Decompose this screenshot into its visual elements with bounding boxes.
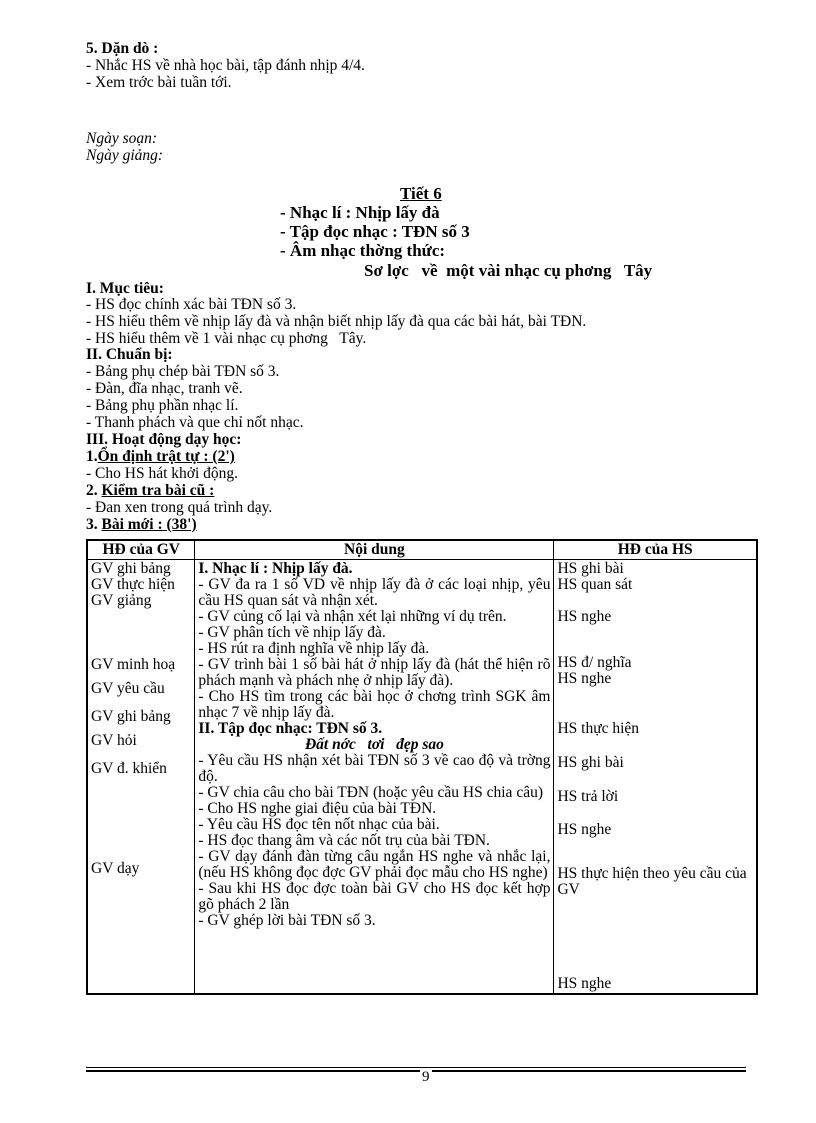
table-header-row — [87, 540, 757, 560]
content-item: - GV củng cố lại và nhận xét lại những ví dụ trên. — [198, 608, 507, 625]
content-item: - Cho HS nghe giai điệu của bài TĐN. — [198, 800, 437, 817]
content-item: - Yêu cầu HS đọc tên nốt nhạc của bài. — [198, 816, 440, 833]
gv-action: GV yêu cầu — [91, 680, 165, 697]
list-item: - Thanh phách và que chỉ nốt nhạc. — [86, 414, 304, 431]
content-item: - GV chia câu cho bài TĐN (hoặc yêu cầu HS chia câu) — [198, 784, 543, 801]
gv-action: GV dạy — [91, 860, 140, 877]
gv-action: GV giảng — [91, 592, 152, 609]
hs-action: HS thực hiện theo yêu cầu của GV — [557, 865, 747, 898]
ondinh-title: Ổn định trật tự : (2') — [97, 448, 235, 465]
song-title: Đất nớc tơi đẹp sao — [304, 736, 444, 753]
lesson-line: - Tập đọc nhạc : TĐN số 3 — [280, 222, 470, 241]
content-item: - Yêu cầu HS nhận xét bài TĐN số 3 về cao độ và trờng độ. — [198, 752, 551, 785]
ondinh-heading — [86, 449, 235, 465]
hs-action: HS ghi bài — [557, 560, 624, 577]
content-item: - GV dạy đánh đàn từng câu ngắn HS nghe và nhắc lại, (nếu HS không đọc đợc GV phải đọc mẫu cho HS nghe) — [198, 848, 551, 881]
list-item: - HS hiểu thêm về 1 vài nhạc cụ phơng Tây. — [86, 330, 367, 347]
baimoi-heading — [86, 517, 197, 533]
hoatdong-heading: III. Hoạt động dạy học: — [86, 431, 242, 448]
content-item: - Sau khi HS đọc đợc toàn bài GV cho HS đọc kết hợp gõ phách 2 lần — [198, 880, 551, 913]
footer-rule — [86, 1067, 746, 1068]
hs-action: HS trả lời — [557, 788, 619, 805]
lesson-table — [86, 539, 758, 995]
footer-rule — [86, 1070, 746, 1072]
list-item: - Bảng phụ phần nhạc lí. — [86, 397, 239, 414]
hs-action: HS nghe — [557, 670, 612, 687]
gv-action: GV minh hoạ — [91, 656, 176, 673]
list-item: - Đàn, đĩa nhạc, tranh vẽ. — [86, 380, 243, 397]
hs-action: HS thực hiện — [557, 720, 640, 737]
gv-action: GV ghi bảng — [91, 560, 171, 577]
hs-action: HS nghe — [557, 821, 612, 838]
hs-action: HS nghe — [557, 608, 612, 625]
list-item: - HS hiểu thêm về nhịp lấy đà và nhận biết nhịp lấy đà qua các bài hát, bài TĐN. — [86, 313, 587, 330]
gv-action: GV thực hiện — [91, 576, 175, 593]
hs-action: HS quan sát — [557, 576, 633, 593]
section-5-heading: 5. Dặn dò : — [86, 40, 159, 57]
ondinh-number: 1. — [86, 448, 98, 465]
header-noidung: Nội dung — [195, 540, 554, 560]
date-giang: Ngày giảng: — [86, 147, 164, 164]
list-item: - HS đọc chính xác bài TĐN số 3. — [86, 296, 297, 313]
table-row — [87, 560, 757, 995]
content-item: - HS rút ra định nghĩa về nhịp lấy đà. — [198, 640, 430, 657]
content-title: I. Nhạc lí : Nhịp lấy đà. — [198, 560, 353, 577]
header-gv: HĐ của GV — [87, 540, 195, 560]
date-soan: Ngày soạn: — [86, 130, 158, 147]
lesson-line: - Nhạc lí : Nhịp lấy đà — [280, 203, 440, 222]
list-item: - Xem trớc bài tuần tới. — [86, 74, 232, 91]
content-item: - HS đọc thang âm và các nốt trụ của bài TĐN. — [198, 832, 490, 849]
hs-action: HS nghe — [557, 975, 612, 992]
content-item: - GV trình bài 1 số bài hát ở nhịp lấy đà (hát thể hiện rõ phách mạnh và phách nhẹ ở nhịp lấy đà). — [198, 656, 551, 689]
page-number: 9 — [422, 1069, 430, 1085]
baimoi-number: 3. — [86, 516, 98, 533]
content-item: - Cho HS tìm trong các bài học ở chơng trình SGK âm nhạc 7 về nhịp lấy đà. — [198, 688, 551, 721]
hs-action: HS ghi bài — [557, 754, 624, 771]
lesson-line: - Âm nhạc thờng thức: — [280, 241, 446, 260]
content-item: - GV đa ra 1 số VD về nhịp lấy đà ở các loại nhịp, yêu cầu HS quan sát và nhận xét. — [198, 576, 551, 609]
list-item: - Cho HS hát khởi động. — [86, 465, 239, 482]
content-title: II. Tập đọc nhạc: TĐN số 3. — [198, 720, 383, 737]
lesson-title: Tiết 6 — [400, 184, 442, 203]
list-item: - Nhắc HS về nhà học bài, tập đánh nhịp 4/4. — [86, 57, 365, 74]
gv-action: GV đ. khiển — [91, 760, 167, 777]
muctieu-heading: I. Mục tiêu: — [86, 280, 164, 297]
chuanbi-heading: II. Chuẩn bị: — [86, 346, 173, 363]
content-item: - GV ghép lời bài TĐN số 3. — [198, 912, 376, 929]
gv-action: GV ghi bảng — [91, 708, 171, 725]
kiemtra-heading — [86, 483, 214, 499]
baimoi-title: Bài mới : (38') — [101, 516, 197, 533]
header-hs: HĐ của HS — [554, 540, 757, 560]
list-item: - Bảng phụ chép bài TĐN số 3. — [86, 363, 280, 380]
list-item: - Đan xen trong quá trình dạy. — [86, 499, 273, 516]
kiemtra-number: 2. — [86, 482, 98, 499]
hs-action: HS đ/ nghĩa — [557, 654, 632, 671]
content-item: - GV phân tích về nhịp lấy đà. — [198, 624, 386, 641]
gv-action: GV hỏi — [91, 732, 137, 749]
kiemtra-title: Kiểm tra bài cũ : — [101, 482, 215, 499]
lesson-subline: Sơ lợc về một vài nhạc cụ phơng Tây — [364, 261, 653, 280]
